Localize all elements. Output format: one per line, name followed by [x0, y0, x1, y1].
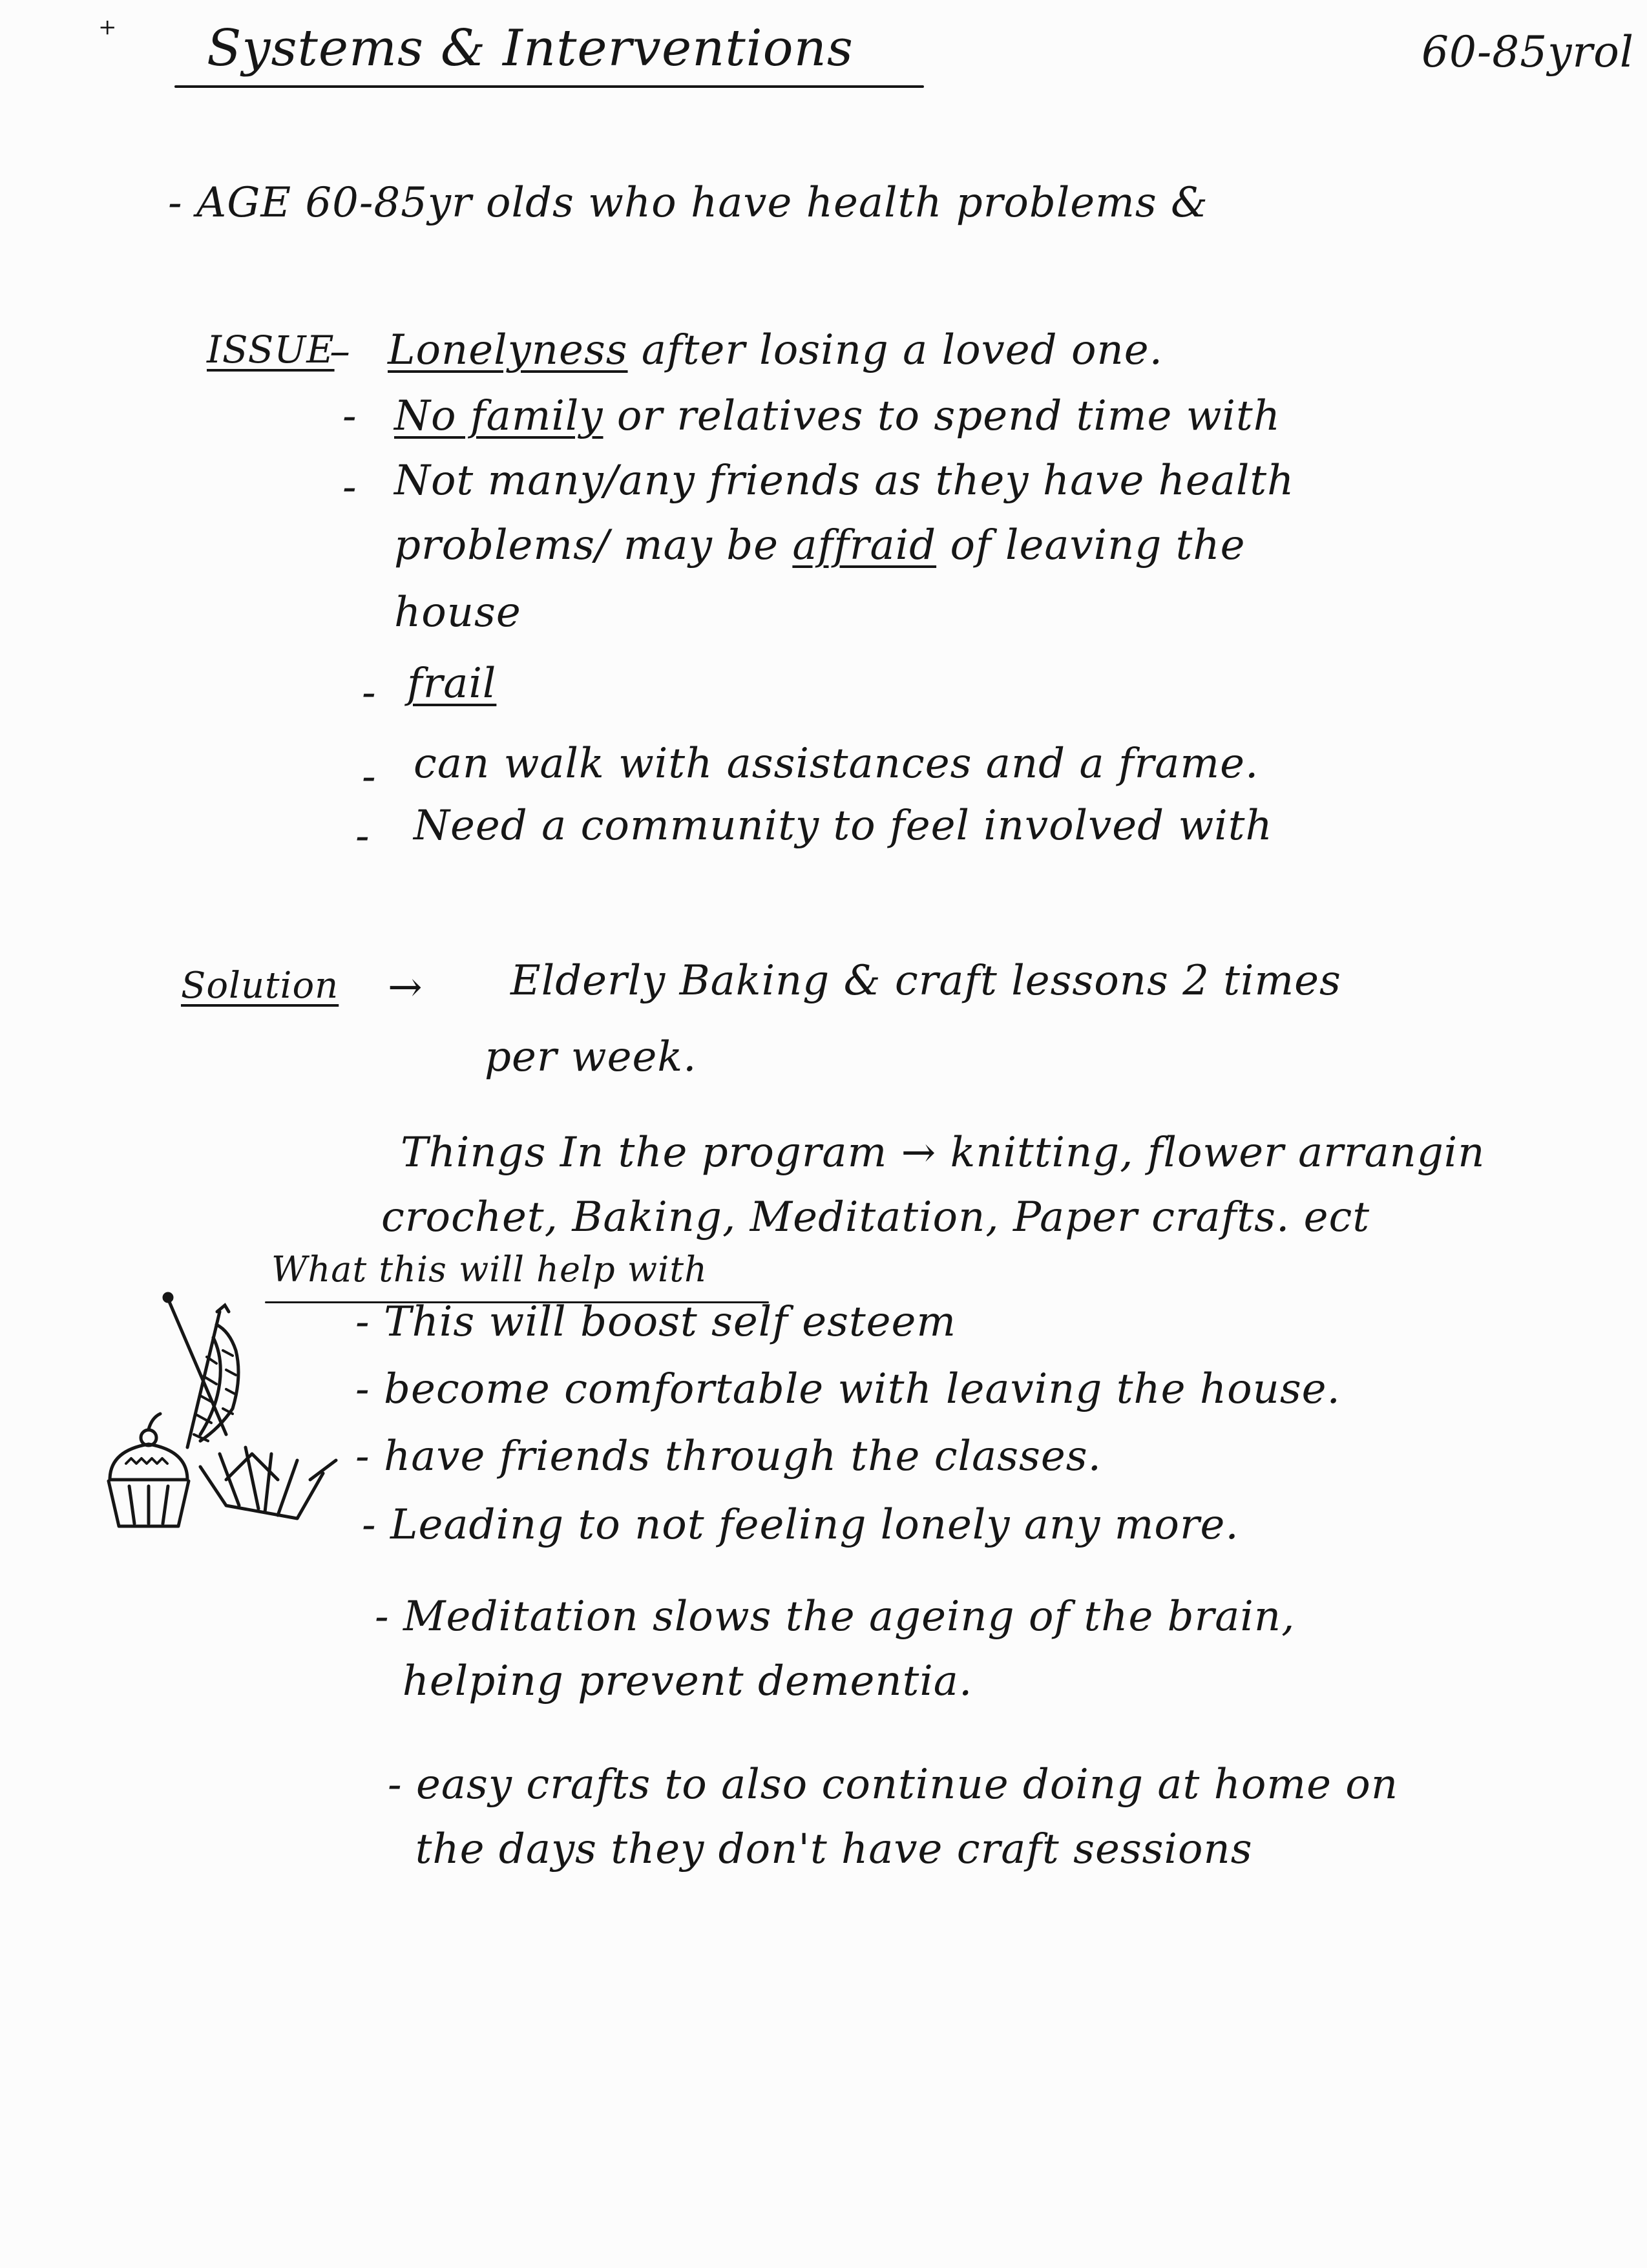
issue-item: Not many/any friends as they have health: [394, 457, 1295, 505]
cupcake-doodle-icon: [109, 1414, 189, 1526]
program-line: crochet, Baking, Meditation, Paper crafts. ect: [381, 1193, 1370, 1241]
help-item: - Meditation slows the ageing of the brain,: [375, 1593, 1296, 1641]
age-line: - AGE 60-85yr olds who have health problems &: [168, 179, 1208, 227]
issue-item-continuation: house: [394, 589, 521, 636]
craft-doodles: [97, 1286, 368, 1564]
issue-item: frail: [407, 660, 497, 708]
help-item-continuation: the days they don't have craft sessions: [388, 1825, 1253, 1873]
paper-boat-doodle-icon: [200, 1447, 336, 1518]
help-item: - have friends through the classes.: [355, 1433, 1102, 1480]
issue-item-marker: -: [342, 392, 357, 440]
helps-heading: What this will help with: [271, 1249, 708, 1290]
issue-dash: –: [330, 328, 351, 375]
knitting-doodle-icon: [164, 1294, 238, 1447]
corner-mark: +: [98, 14, 117, 40]
solution-line: Elderly Baking & craft lessons 2 times: [510, 957, 1341, 1005]
help-item: - Leading to not feeling lonely any more.: [362, 1501, 1239, 1549]
issue-item-marker: -: [362, 753, 377, 801]
help-item-continuation: helping prevent dementia.: [375, 1657, 973, 1705]
help-item: - easy crafts to also continue doing at home on: [388, 1761, 1399, 1809]
issue-item: Lonelyness after losing a loved one.: [388, 326, 1163, 374]
solution-arrow: →: [388, 963, 423, 1011]
page-title: Systems & Interventions: [207, 19, 854, 78]
help-item: - This will boost self esteem: [355, 1298, 957, 1346]
issue-item-marker: -: [362, 669, 377, 717]
issue-item-continuation: problems/ may be affraid of leaving the: [394, 521, 1246, 569]
help-item: - become comfortable with leaving the house.: [355, 1365, 1341, 1413]
issue-item-marker: -: [342, 463, 357, 511]
solution-line: per week.: [485, 1033, 697, 1081]
issue-item: No family or relatives to spend time with: [394, 392, 1281, 440]
issue-item: Need a community to feel involved with: [414, 802, 1273, 850]
program-line: Things In the program → knitting, flower arrangin: [401, 1129, 1485, 1177]
age-range-label: 60-85yrol: [1421, 27, 1634, 77]
issue-item-marker: -: [355, 812, 370, 860]
solution-heading: Solution: [181, 965, 339, 1007]
issue-item: can walk with assistances and a frame.: [414, 740, 1259, 788]
title-underline: [174, 85, 924, 88]
issue-heading: ISSUE: [207, 328, 335, 372]
